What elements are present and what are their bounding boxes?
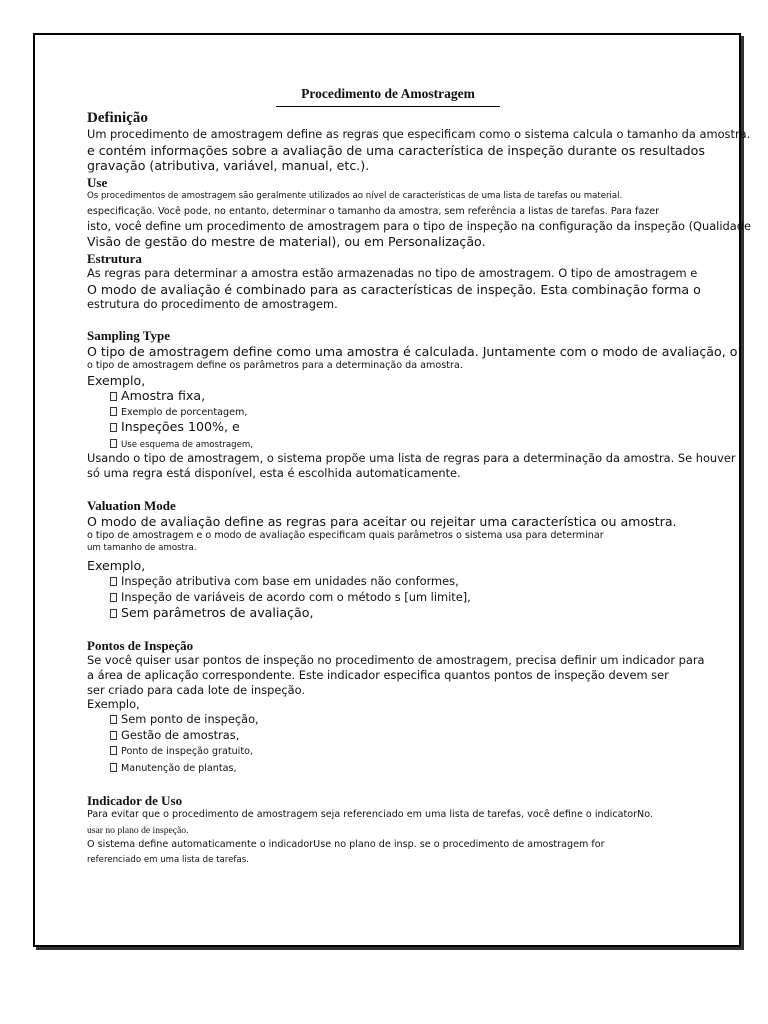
bullet-icon: [110, 423, 117, 432]
valuation-line-3: um tamanho de amostra.: [87, 543, 197, 553]
bullet-icon: [110, 392, 117, 401]
bullet-icon: [110, 577, 117, 586]
use-line-1: Os procedimentos de amostragem são geralmente utilizados ao nível de características de uma lista de tarefas ou material.: [87, 191, 623, 201]
valuation-item-2: Inspeção de variáveis de acordo com o método s [um limite],: [110, 592, 471, 603]
valuation-line-1: O modo de avaliação define as regras para aceitar ou rejeitar uma característica ou amostra.: [87, 514, 677, 529]
bullet-icon: [110, 715, 117, 724]
pontos-item-3: Ponto de inspeção gratuito,: [110, 746, 253, 757]
indicador-line-4: referenciado em uma lista de tarefas.: [87, 855, 249, 865]
bullet-icon: [110, 407, 117, 416]
pontos-exemplo: Exemplo,: [87, 697, 140, 711]
valuation-item-1: Inspeção atributiva com base em unidades não conformes,: [110, 576, 459, 587]
estrutura-line-2: O modo de avaliação é combinado para as características de inspeção. Esta combinação forma o: [87, 282, 701, 297]
pontos-line-3: ser criado para cada lote de inspeção.: [87, 683, 306, 697]
sampling-item-2: Exemplo de porcentagem,: [110, 407, 247, 418]
estrutura-line-3: estrutura do procedimento de amostragem.: [87, 297, 338, 311]
heading-use: Use: [87, 175, 108, 190]
use-line-4: Visão de gestão do mestre de material), ou em Personalização.: [87, 234, 486, 249]
indicador-line-1: Para evitar que o procedimento de amostragem seja referenciado em uma lista de tarefas, você define o indicatorNo.: [87, 809, 653, 820]
sampling-line-4: só uma regra está disponível, esta é escolhida automaticamente.: [87, 466, 461, 480]
pontos-line-1: Se você quiser usar pontos de inspeção no procedimento de amostragem, precisa definir um indicador para: [87, 653, 705, 667]
heading-definicao: Definição: [87, 110, 148, 126]
estrutura-line-1: As regras para determinar a amostra estão armazenadas no tipo de amostragem. O tipo de amostragem e: [87, 266, 698, 280]
sampling-line-2: o tipo de amostragem define os parâmetros para a determinação da amostra.: [87, 360, 463, 371]
definicao-line-3: gravação (atributiva, variável, manual, etc.).: [87, 158, 370, 173]
pontos-item-1: Sem ponto de inspeção,: [110, 714, 259, 725]
bullet-icon: [110, 763, 117, 772]
heading-indicador-uso: Indicador de Uso: [87, 793, 183, 808]
indicador-line-3: O sistema define automaticamente o indicadorUse no plano de insp. se o procedimento de amostragem for: [87, 839, 605, 850]
definicao-line-1: Um procedimento de amostragem define as regras que especificam como o sistema calcula o tamanho da amostra.: [87, 127, 751, 141]
bullet-icon: [110, 439, 117, 448]
heading-estrutura: Estrutura: [87, 251, 142, 266]
pontos-item-4: Manutenção de plantas,: [110, 763, 237, 774]
heading-pontos-inspecao: Pontos de Inspeção: [87, 638, 194, 653]
indicador-line-2: usar no plano de inspeção.: [87, 825, 189, 836]
valuation-exemplo: Exemplo,: [87, 558, 146, 573]
pontos-item-2: Gestão de amostras,: [110, 730, 239, 741]
heading-valuation-mode: Valuation Mode: [87, 498, 176, 513]
sampling-item-1: Amostra fixa,: [110, 390, 205, 403]
sampling-line-3: Usando o tipo de amostragem, o sistema propõe uma lista de regras para a determinação da amostra. Se houver: [87, 451, 736, 465]
sampling-exemplo: Exemplo,: [87, 373, 146, 388]
valuation-item-3: Sem parâmetros de avaliação,: [110, 607, 313, 620]
document-title: Procedimento de Amostragem: [276, 86, 500, 107]
use-line-3: isto, você define um procedimento de amostragem para o tipo de inspeção na configuração da inspeção (Qualidade: [87, 219, 751, 233]
heading-sampling-type: Sampling Type: [87, 328, 170, 343]
bullet-icon: [110, 609, 117, 618]
bullet-icon: [110, 731, 117, 740]
use-line-2: especificação. Você pode, no entanto, determinar o tamanho da amostra, sem referência a listas de tarefas. Para fazer: [87, 206, 660, 217]
sampling-item-3: Inspeções 100%, e: [110, 421, 240, 434]
definicao-line-2: e contém informações sobre a avaliação de uma característica de inspeção durante os resultados: [87, 143, 705, 158]
sampling-item-4: Use esquema de amostragem,: [110, 439, 253, 450]
pontos-line-2: a área de aplicação correspondente. Este indicador especifica quantos pontos de inspeção devem ser: [87, 668, 669, 682]
bullet-icon: [110, 746, 117, 755]
bullet-icon: [110, 593, 117, 602]
valuation-line-2: o tipo de amostragem e o modo de avaliação especificam quais parâmetros o sistema usa para determinar: [87, 530, 604, 541]
sampling-line-1: O tipo de amostragem define como uma amostra é calculada. Juntamente com o modo de avaliação, o: [87, 344, 738, 359]
